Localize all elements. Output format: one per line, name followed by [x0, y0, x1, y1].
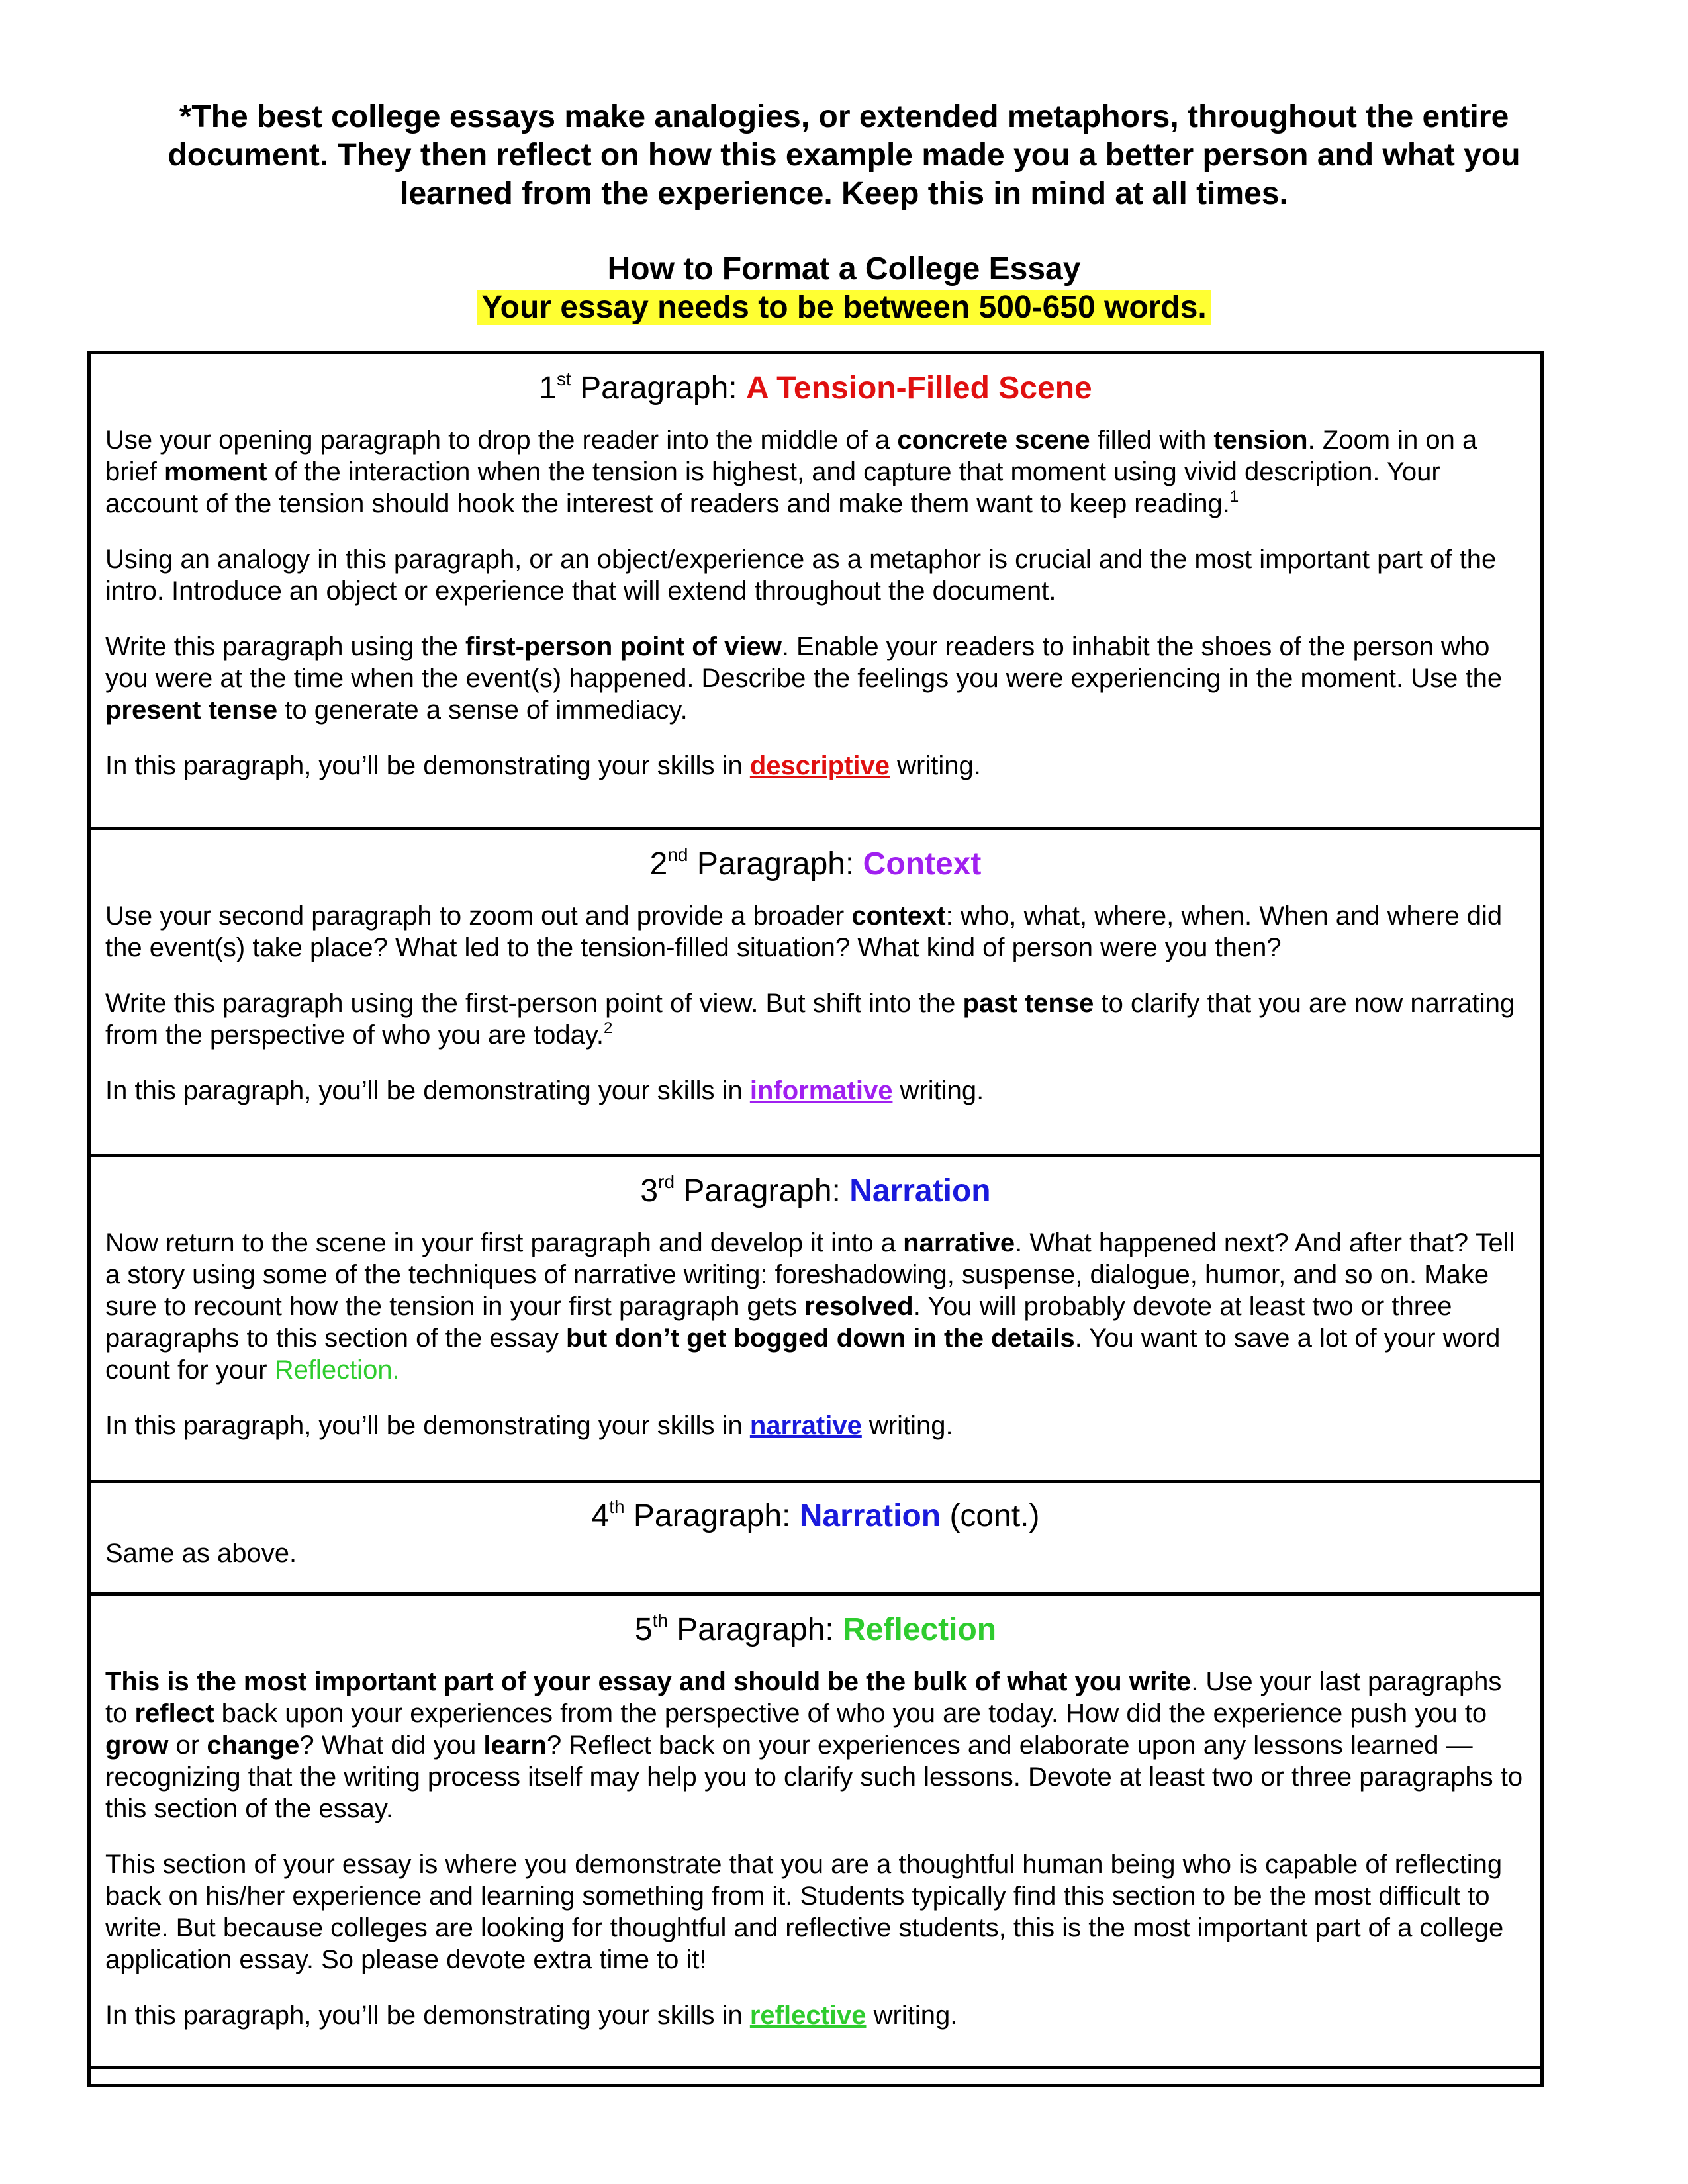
section-5-paragraph-2: This section of your essay is where you demonstrate that you are a thoughtful human being who is capable of reflecting back on his/her experience and learning something from it. Students typically find this section to be the most difficult to write. But because colleges are looking for thoughtful and reflective students, this is the most important part of a college application essay. So please devote extra time to it!	[105, 1850, 1504, 1974]
word-requirement-highlight: Your essay needs to be between 500-650 words.	[477, 290, 1211, 325]
intro-note: *The best college essays make analogies, or extended metaphors, throughout the entire document. They then reflect on how this example made you a better person and what you learned from the experience. Keep this in mind at all times.	[167, 99, 1521, 211]
section-1-title: A Tension-Filled Scene	[745, 371, 1092, 406]
section-2-paragraph-2: Write this paragraph using the first-person point of view. But shift into the past tense to clarify that you are now narrating from the perspective of who you are today.$^2$	[105, 989, 1515, 1050]
section-1	[91, 354, 1540, 805]
section-4-heading: 4th Paragraph: Narration (cont.)	[591, 1496, 1040, 1533]
section-3-heading: 3rd Paragraph: Narration	[640, 1171, 991, 1208]
section-4-body: Same as above.	[105, 1539, 297, 1568]
section-2-skill: In this paragraph, you’ll be demonstrating your skills in informative writing.	[105, 1076, 984, 1105]
section-2-heading: 2nd Paragraph: Context	[649, 844, 982, 882]
section-2-paragraph-1: Use your second paragraph to zoom out and provide a broader context: who, what, where, when. When and where did the event(s) take place? What led to the tension-filled situation? What kind of person were you then?	[105, 901, 1503, 962]
section-1-paragraph-2: Using an analogy in this paragraph, or an object/experience as a metaphor is crucial and the most important part of the intro. Introduce an object or experience that will extend throughout the document.	[105, 545, 1497, 606]
section-1-paragraph-1: Use your opening paragraph to drop the reader into the middle of a concrete scene filled with tension. Zoom in on a brief moment of the interaction when the tension is highest, and capture that moment using vivid description. Your account of the tension should hook the interest of readers and make them want to keep reading.$^1$	[105, 426, 1477, 518]
skill-reflective: reflective	[749, 2001, 867, 2030]
format-table	[87, 351, 1544, 2087]
section-3-title: Narration	[849, 1173, 991, 1208]
section-1-heading: 1st Paragraph: A Tension-Filled Scene	[539, 369, 1092, 406]
section-5-skill: In this paragraph, you’ll be demonstrating your skills in reflective writing.	[105, 2001, 958, 2030]
footnote-marker: 2	[604, 1019, 613, 1037]
section-3	[91, 1157, 1540, 1465]
section-4	[91, 1483, 1540, 1593]
footnote-marker: 1	[1229, 488, 1239, 506]
section-1-paragraph-3: Write this paragraph using the first-person point of view. Enable your readers to inhabit the shoes of the person who you were at the time when the event(s) happened. Describe the feelings you were experiencing in the moment. Use the present tense to generate a sense of immediacy.	[105, 632, 1503, 725]
skill-narrative: narrative	[749, 1411, 862, 1440]
word-requirement-line	[0, 289, 1688, 327]
section-3-paragraph-1: Now return to the scene in your first paragraph and develop it into a narrative. What happened next? And after that? Tell a story using some of the techniques of narrative writing: foreshadowing, suspense, dialogue, humor, and so on. Make sure to recount how the tension in your first paragraph gets resolved. You will probably devote at least two or three paragraphs to this section of the essay but don’t get bogged down in the details. You want to save a lot of your word count for your Reflection.	[105, 1228, 1515, 1385]
skill-informative: informative	[749, 1076, 893, 1105]
section-5-paragraph-1: This is the most important part of your essay and should be the bulk of what you write. Use your last paragraphs to reflect back upon your experiences from the perspective of who you are today. How did the experience push you to grow or change? What did you learn? Reflect back on your experiences and elaborate upon any lessons learned — recognizing that the writing process itself may help you to clarify such lessons. Devote at least two or three paragraphs to this section of the essay.	[105, 1667, 1523, 1823]
section-5-heading: 5th Paragraph: Reflection	[634, 1610, 997, 1647]
section-3-skill: In this paragraph, you’ll be demonstrating your skills in narrative writing.	[105, 1411, 953, 1440]
page-title: How to Format a College Essay	[607, 251, 1081, 287]
section-5-title: Reflection	[843, 1612, 997, 1647]
section-2-title: Context	[863, 846, 982, 882]
section-4-title: Narration	[799, 1498, 941, 1533]
section-2	[91, 830, 1540, 1130]
section-divider	[87, 2066, 1544, 2069]
skill-descriptive: descriptive	[749, 751, 890, 780]
section-1-skill: In this paragraph, you’ll be demonstrating your skills in descriptive writing.	[105, 751, 981, 780]
section-5	[91, 1596, 1540, 2055]
